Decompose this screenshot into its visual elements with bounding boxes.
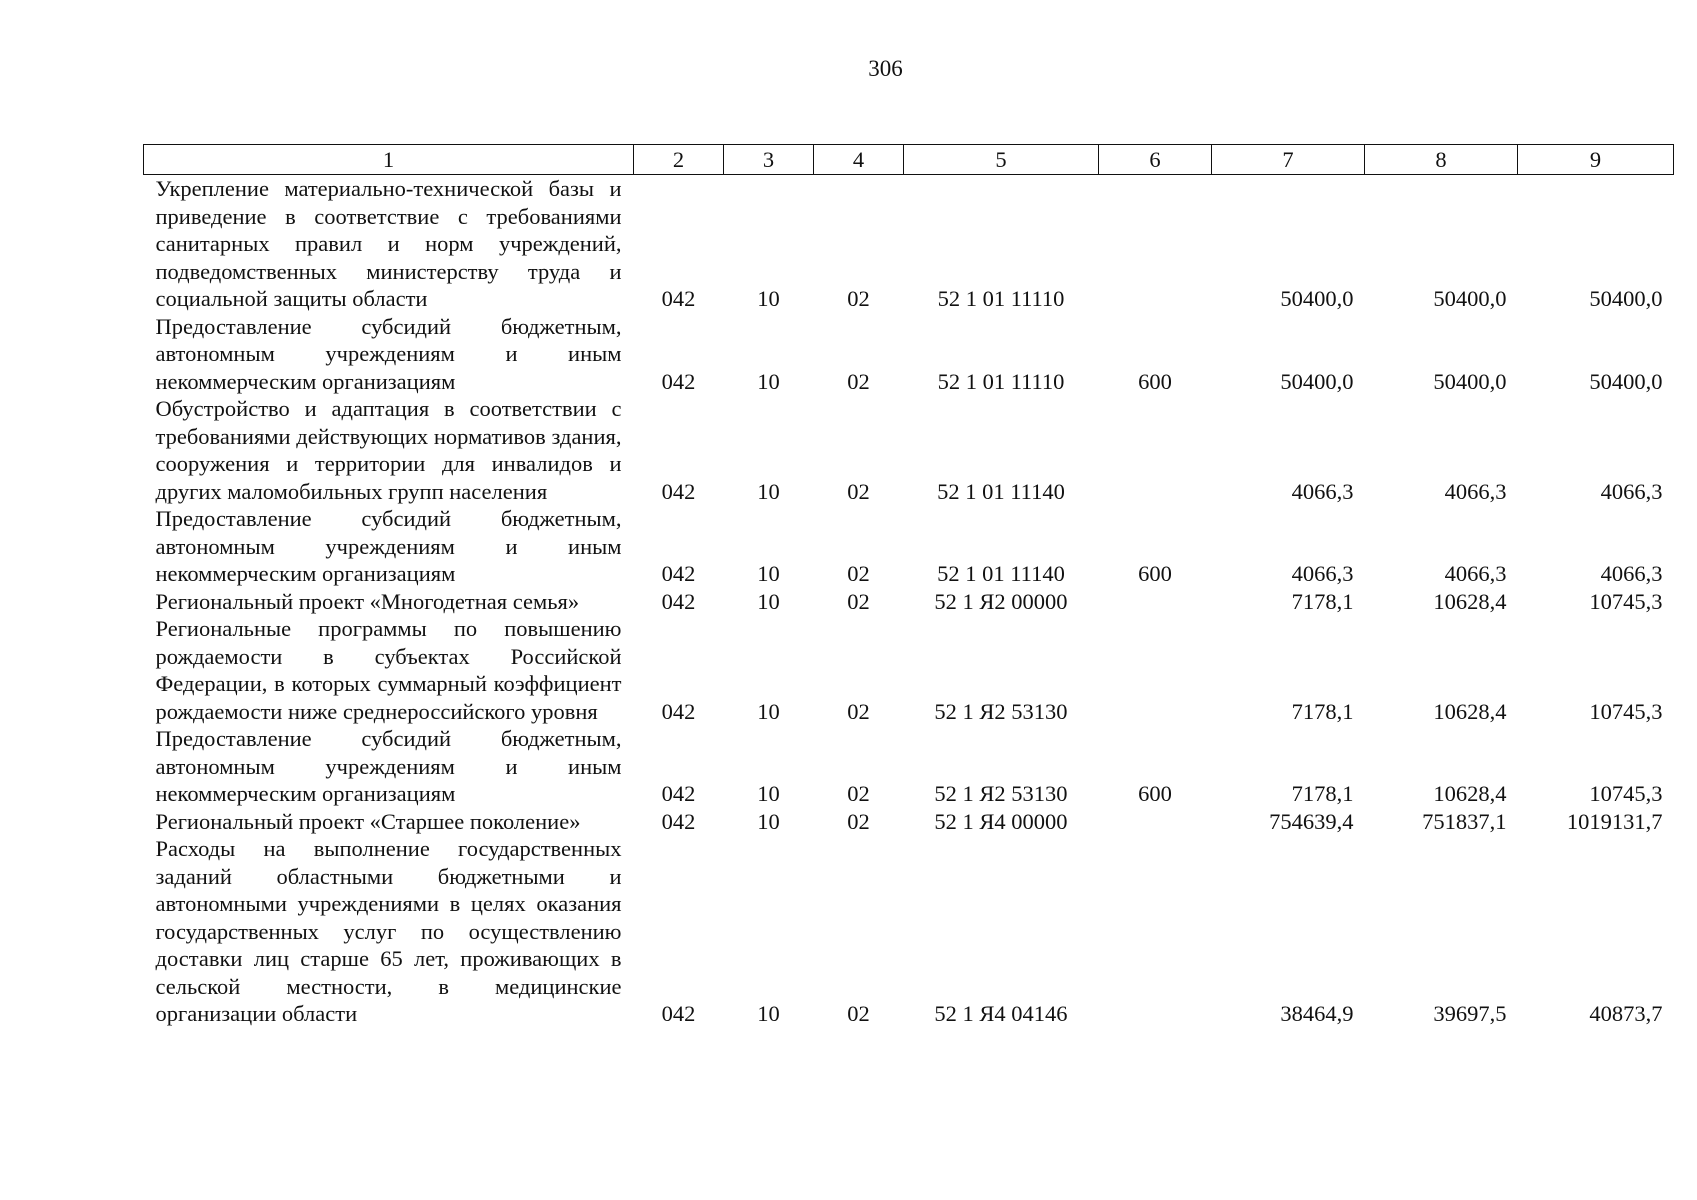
row-name: Региональные программы по повышению рождаемости в субъектах Российской Федерации, в которых суммарный коэффициент рождаемости ниже среднероссийского уровня <box>155 616 622 724</box>
column-header-4: 4 <box>814 145 904 175</box>
section-code: 10 <box>757 286 780 311</box>
table-row <box>144 588 1674 616</box>
expense-type <box>1099 588 1212 616</box>
amount-year-2: 10628,4 <box>1433 781 1507 806</box>
expense-type: 600 <box>1138 561 1172 586</box>
table-row <box>144 835 1674 1028</box>
amount-year-3: 4066,3 <box>1600 478 1663 504</box>
subsection-code: 02 <box>847 286 870 311</box>
target-article: 52 1 01 11110 <box>937 368 1065 394</box>
amount-year-2: 4066,3 <box>1444 478 1507 504</box>
amount-year-1: 7178,1 <box>1291 698 1354 724</box>
amount-year-1: 50400,0 <box>1280 368 1354 394</box>
target-article: 52 1 01 11110 <box>937 286 1065 311</box>
table-row <box>144 808 1674 836</box>
section-code: 10 <box>757 478 780 504</box>
header-row <box>144 145 1674 175</box>
row-name: Региональный проект «Многодетная семья» <box>155 588 580 614</box>
amount-year-2: 751837,1 <box>1422 808 1507 834</box>
amount-year-3: 40873,7 <box>1589 1001 1663 1026</box>
amount-year-3: 50400,0 <box>1589 286 1663 311</box>
target-article: 52 1 01 11140 <box>937 478 1065 504</box>
amount-year-3: 4066,3 <box>1600 561 1663 586</box>
row-name: Обустройство и адаптация в соответствии с требованиями действующих нормативов здания, сооружения и территории для инвалидов и других маломобильных групп населения <box>155 396 622 504</box>
table-row <box>144 313 1674 396</box>
subsection-code: 02 <box>847 561 870 586</box>
section-code: 10 <box>757 368 780 394</box>
target-article: 52 1 Я2 00000 <box>934 588 1068 614</box>
section-code: 10 <box>757 808 780 834</box>
column-header-5: 5 <box>904 145 1099 175</box>
amount-year-1: 7178,1 <box>1291 781 1354 806</box>
amount-year-3: 1019131,7 <box>1566 808 1663 834</box>
amount-year-2: 4066,3 <box>1444 561 1507 586</box>
expense-type <box>1099 395 1212 505</box>
subsection-code: 02 <box>847 698 870 724</box>
row-name: Предоставление субсидий бюджетным, автономным учреждениям и иным некоммерческим организациям <box>155 506 622 586</box>
row-name: Предоставление субсидий бюджетным, автономным учреждениям и иным некоммерческим организациям <box>155 726 622 806</box>
amount-year-1: 4066,3 <box>1291 478 1354 504</box>
table-header <box>144 145 1674 175</box>
subsection-code: 02 <box>847 368 870 394</box>
table-body <box>144 175 1674 1028</box>
row-name: Расходы на выполнение государственных заданий областными бюджетными и автономными учреждениями в целях оказания государственных услуг по осуществлению доставки лиц старше 65 лет, проживающих в сельской местности, в медицинские организации области <box>155 836 622 1026</box>
amount-year-1: 38464,9 <box>1280 1001 1354 1026</box>
section-code: 10 <box>757 781 780 806</box>
subsection-code: 02 <box>847 1001 870 1026</box>
column-header-3: 3 <box>724 145 814 175</box>
amount-year-2: 39697,5 <box>1433 1001 1507 1026</box>
amount-year-3: 10745,3 <box>1589 698 1663 724</box>
amount-year-2: 10628,4 <box>1433 588 1507 614</box>
subsection-code: 02 <box>847 588 870 614</box>
subsection-code: 02 <box>847 808 870 834</box>
column-header-1: 1 <box>144 145 634 175</box>
ministry-code: 042 <box>661 478 696 504</box>
section-code: 10 <box>757 588 780 614</box>
expense-type: 600 <box>1138 368 1172 394</box>
amount-year-2: 50400,0 <box>1433 286 1507 311</box>
ministry-code: 042 <box>661 698 696 724</box>
column-header-6: 6 <box>1099 145 1212 175</box>
target-article: 52 1 01 11140 <box>937 561 1065 586</box>
row-name: Предоставление субсидий бюджетным, автономным учреждениям и иным некоммерческим организациям <box>155 313 622 394</box>
section-code: 10 <box>757 561 780 586</box>
target-article: 52 1 Я4 04146 <box>934 1001 1068 1026</box>
expense-type: 600 <box>1138 781 1172 806</box>
page-number: 306 <box>868 56 903 81</box>
section-code: 10 <box>757 1001 780 1026</box>
ministry-code: 042 <box>661 368 696 394</box>
row-name: Региональный проект «Старшее поколение» <box>155 808 581 834</box>
amount-year-1: 754639,4 <box>1269 808 1354 834</box>
expense-type <box>1099 615 1212 725</box>
ministry-code: 042 <box>661 1001 696 1026</box>
subsection-code: 02 <box>847 478 870 504</box>
column-header-7: 7 <box>1212 145 1365 175</box>
table-row <box>144 395 1674 505</box>
target-article: 52 1 Я2 53130 <box>934 698 1068 724</box>
column-header-2: 2 <box>634 145 724 175</box>
amount-year-1: 4066,3 <box>1291 561 1354 586</box>
section-code: 10 <box>757 698 780 724</box>
amount-year-2: 10628,4 <box>1433 698 1507 724</box>
column-header-8: 8 <box>1365 145 1518 175</box>
budget-table <box>143 144 1674 1028</box>
subsection-code: 02 <box>847 781 870 806</box>
amount-year-2: 50400,0 <box>1433 368 1507 394</box>
amount-year-1: 50400,0 <box>1280 286 1354 311</box>
table-row <box>144 175 1674 313</box>
amount-year-3: 10745,3 <box>1589 588 1663 614</box>
row-name: Укрепление материально-технической базы и приведение в соответствие с требованиями санитарных правил и норм учреждений, подведомственных министерству труда и социальной защиты области <box>155 176 622 311</box>
ministry-code: 042 <box>661 808 696 834</box>
target-article: 52 1 Я4 00000 <box>934 808 1068 834</box>
expense-type <box>1099 835 1212 1028</box>
expense-type <box>1099 808 1212 836</box>
ministry-code: 042 <box>661 561 696 586</box>
table-row <box>144 505 1674 588</box>
amount-year-3: 10745,3 <box>1589 781 1663 806</box>
ministry-code: 042 <box>661 286 696 311</box>
amount-year-1: 7178,1 <box>1291 588 1354 614</box>
target-article: 52 1 Я2 53130 <box>934 781 1068 806</box>
amount-year-3: 50400,0 <box>1589 368 1663 394</box>
table-row <box>144 725 1674 808</box>
ministry-code: 042 <box>661 588 696 614</box>
table-row <box>144 615 1674 725</box>
ministry-code: 042 <box>661 781 696 806</box>
column-header-9: 9 <box>1518 145 1674 175</box>
expense-type <box>1099 175 1212 313</box>
